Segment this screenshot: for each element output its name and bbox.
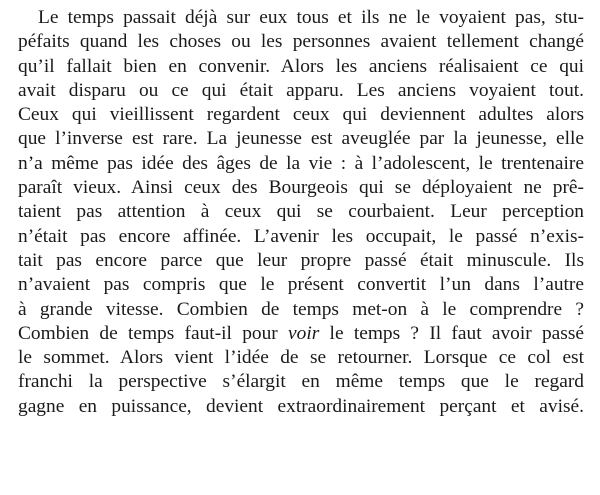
text-line-12: n’avaient pas compris que le présent convertit l’un dans l’autre: [18, 274, 584, 296]
text-line-4: avait disparu ou ce qui était apparu. Les anciens voyaient tout.: [18, 79, 584, 101]
text-line-14-end: le temps ? Il faut avoir passé: [319, 322, 584, 344]
text-line-11: tait pas encore parce que leur propre passé était minuscule. Ils: [18, 249, 584, 271]
text-line-13: à grande vitesse. Combien de temps met-on à le comprendre ?: [18, 298, 584, 320]
text-line-7: n’a même pas idée des âges de la vie : à l’adolescent, le trentenaire: [18, 152, 584, 174]
text-line-14-italic-word: voir: [288, 322, 320, 344]
text-line-9: taient pas attention à ceux qui se courbaient. Leur perception: [18, 201, 584, 223]
text-line-1: Le temps passait déjà sur eux tous et ils ne le voyaient pas, stu-: [38, 7, 584, 28]
text-line-5: Ceux qui vieillissent regardent ceux qui deviennent adultes alors: [18, 104, 584, 126]
text-line-15: le sommet. Alors vient l’idée de se retourner. Lorsque ce col est: [18, 347, 584, 369]
text-line-14: [18, 322, 584, 346]
text-line-10: n’était pas encore affinée. L’avenir les occupait, le passé n’exis-: [18, 225, 584, 247]
text-line-6: que l’inverse est rare. La jeunesse est aveuglée par la jeunesse, elle: [18, 128, 584, 150]
text-line-3: qu’il fallait bien en convenir. Alors les anciens réalisaient ce qui: [18, 55, 584, 77]
text-line-2: péfaits quand les choses ou les personnes avaient tellement changé: [18, 31, 584, 53]
text-line-16: franchi la perspective s’élargit en même temps que le regard: [18, 371, 584, 393]
text-line-8: paraît vieux. Ainsi ceux des Bourgeois qui se déployaient ne prê-: [18, 177, 584, 199]
body-paragraph: [18, 6, 584, 419]
text-line-14-start: Combien de temps faut-il pour: [18, 322, 289, 344]
text-line-17: gagne en puissance, devient extraordinairement perçant et avisé.: [18, 395, 584, 417]
